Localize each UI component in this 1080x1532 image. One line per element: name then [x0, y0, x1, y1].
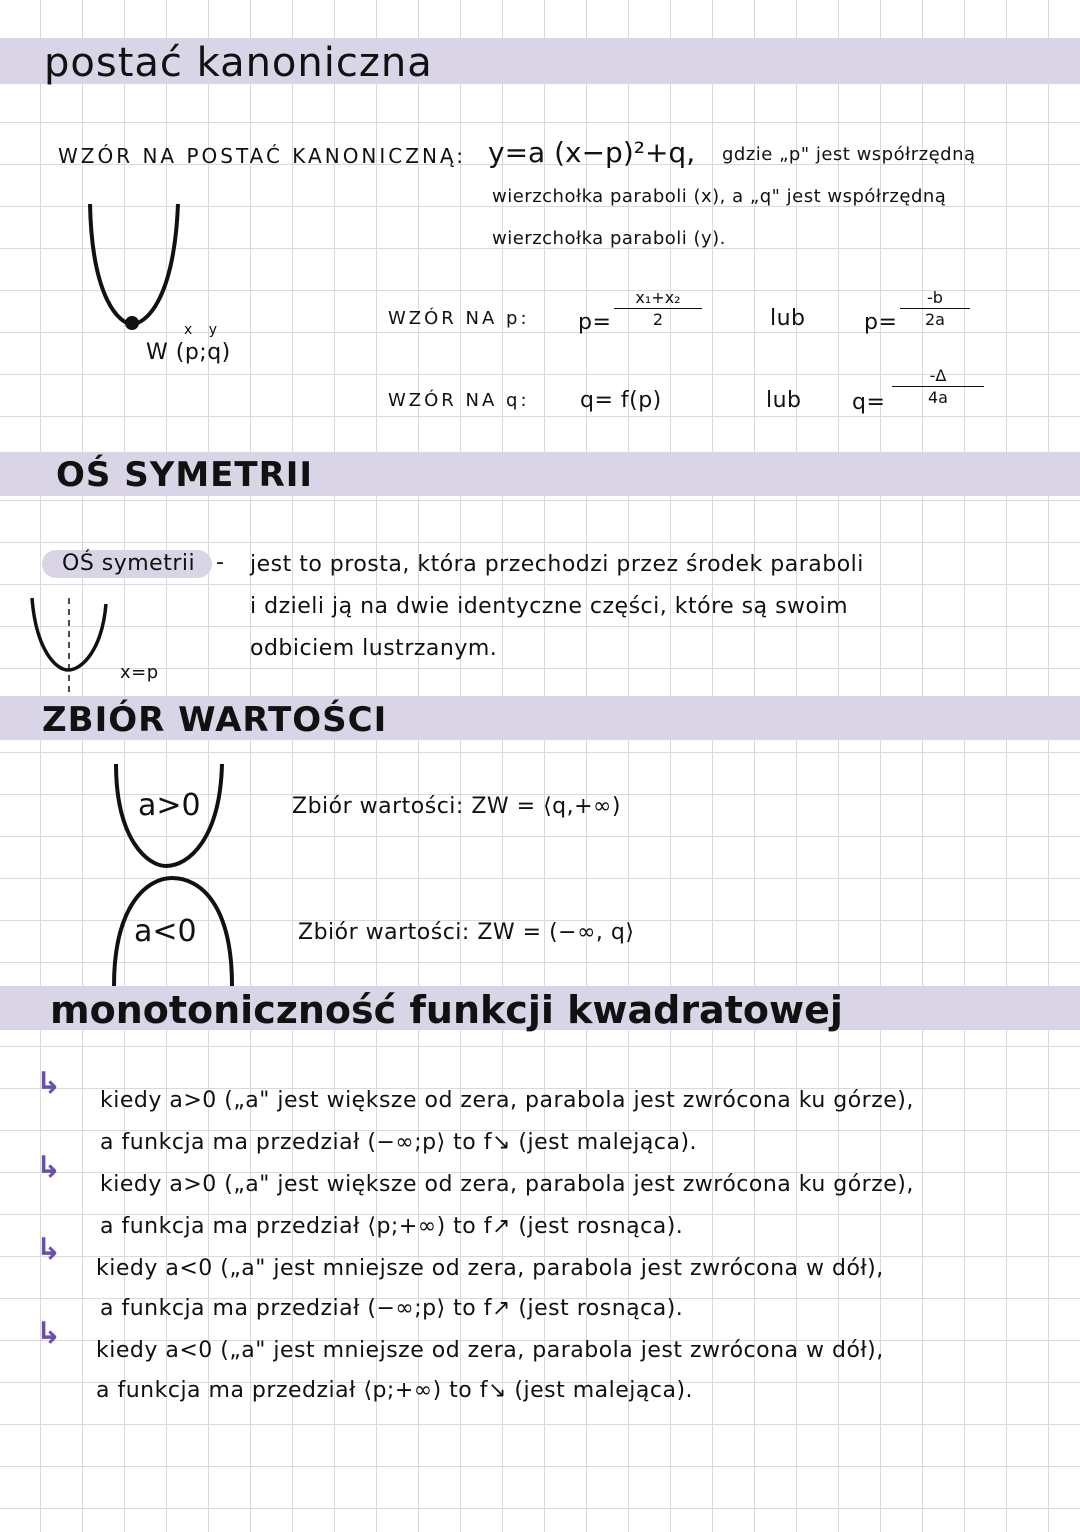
q-alt-numerator: -Δ: [892, 366, 984, 387]
os-definition-line-3: odbiciem lustrzanym.: [250, 636, 498, 661]
os-definition-line-2: i dzieli ją na dwie identyczne części, które są swoim: [250, 594, 849, 619]
section-title-os: OŚ SYMETRII: [56, 455, 314, 495]
p-alt-fraction: [900, 288, 970, 329]
kanoniczna-formula: y=a (x−p)²+q,: [488, 136, 696, 169]
mono-item-1-line-2: a funkcja ma przedział (−∞;p⟩ to f↘ (jest malejąca).: [100, 1130, 698, 1155]
mono-item-4-line-1: kiedy a<0 („a" jest mniejsze od zera, parabola jest zwrócona w dół),: [96, 1338, 884, 1363]
zbior-negative-text: Zbiór wartości: ZW = (−∞, q⟩: [298, 920, 635, 945]
q-alt-fraction: [892, 366, 984, 407]
lub-text: lub: [770, 306, 806, 331]
symmetry-axis-diagram: [26, 590, 126, 700]
q-formula-label: WZÓR NA q:: [388, 390, 530, 411]
a-positive-label: a>0: [138, 788, 201, 823]
lub-text: lub: [766, 388, 802, 413]
p-formula-lhs: p=: [578, 310, 612, 335]
arrow-icon: ↳: [36, 1150, 62, 1185]
os-definition-line-1: jest to prosta, która przechodzi przez środek paraboli: [250, 552, 864, 577]
kanoniczna-desc-2: wierzchołka paraboli (x), a „q" jest współrzędną: [492, 186, 947, 207]
p-formula-label: WZÓR NA p:: [388, 308, 530, 329]
q-alt-lhs: q=: [852, 390, 886, 415]
section-title-postac: postać kanoniczna: [44, 40, 433, 86]
mono-item-3-line-2: a funkcja ma przedział (−∞;p⟩ to f↗ (jest rosnąca).: [100, 1296, 684, 1321]
p-formula-fraction: [614, 288, 702, 329]
mono-item-2-line-1: kiedy a>0 („a" jest większe od zera, parabola jest zwrócona ku górze),: [100, 1172, 914, 1197]
section-title-zbior: ZBIÓR WARTOŚCI: [42, 700, 388, 740]
a-negative-label: a<0: [134, 914, 197, 949]
vertex-label: W (p;q): [146, 340, 231, 365]
os-term: OŚ symetrii: [62, 551, 196, 576]
p-formula-denominator: 2: [652, 310, 664, 329]
mono-item-2-line-2: a funkcja ma przedział ⟨p;+∞) to f↗ (jest rosnąca).: [100, 1214, 684, 1239]
p-alt-numerator: -b: [900, 288, 970, 309]
q-alt-denominator: 4a: [928, 388, 948, 407]
mono-item-3-line-1: kiedy a<0 („a" jest mniejsze od zera, parabola jest zwrócona w dół),: [96, 1256, 884, 1281]
arrow-icon: ↳: [36, 1316, 62, 1351]
axis-label: x=p: [120, 662, 159, 683]
p-alt-lhs: p=: [864, 310, 898, 335]
p-alt-denominator: 2a: [925, 310, 945, 329]
mono-item-1-line-1: kiedy a>0 („a" jest większe od zera, parabola jest zwrócona ku górze),: [100, 1088, 914, 1113]
vertex-xy-label: x y: [184, 322, 224, 338]
zbior-positive-text: Zbiór wartości: ZW = ⟨q,+∞): [292, 794, 621, 819]
arrow-icon: ↳: [36, 1232, 62, 1267]
kanoniczna-desc-1: gdzie „p" jest współrzędną: [722, 144, 976, 165]
parabola-vertex-diagram: [80, 200, 200, 340]
kanoniczna-desc-3: wierzchołka paraboli (y).: [492, 228, 726, 249]
p-formula-numerator: x₁+x₂: [614, 288, 702, 309]
section-title-mono: monotoniczność funkcji kwadratowej: [50, 988, 843, 1032]
arrow-icon: ↳: [36, 1066, 62, 1101]
q-formula: q= f(p): [580, 388, 662, 413]
os-dash: -: [216, 550, 225, 575]
mono-item-4-line-2: a funkcja ma przedział ⟨p;+∞) to f↘ (jest malejąca).: [96, 1378, 694, 1403]
kanoniczna-label: WZÓR NA POSTAĆ KANONICZNĄ:: [58, 144, 466, 168]
